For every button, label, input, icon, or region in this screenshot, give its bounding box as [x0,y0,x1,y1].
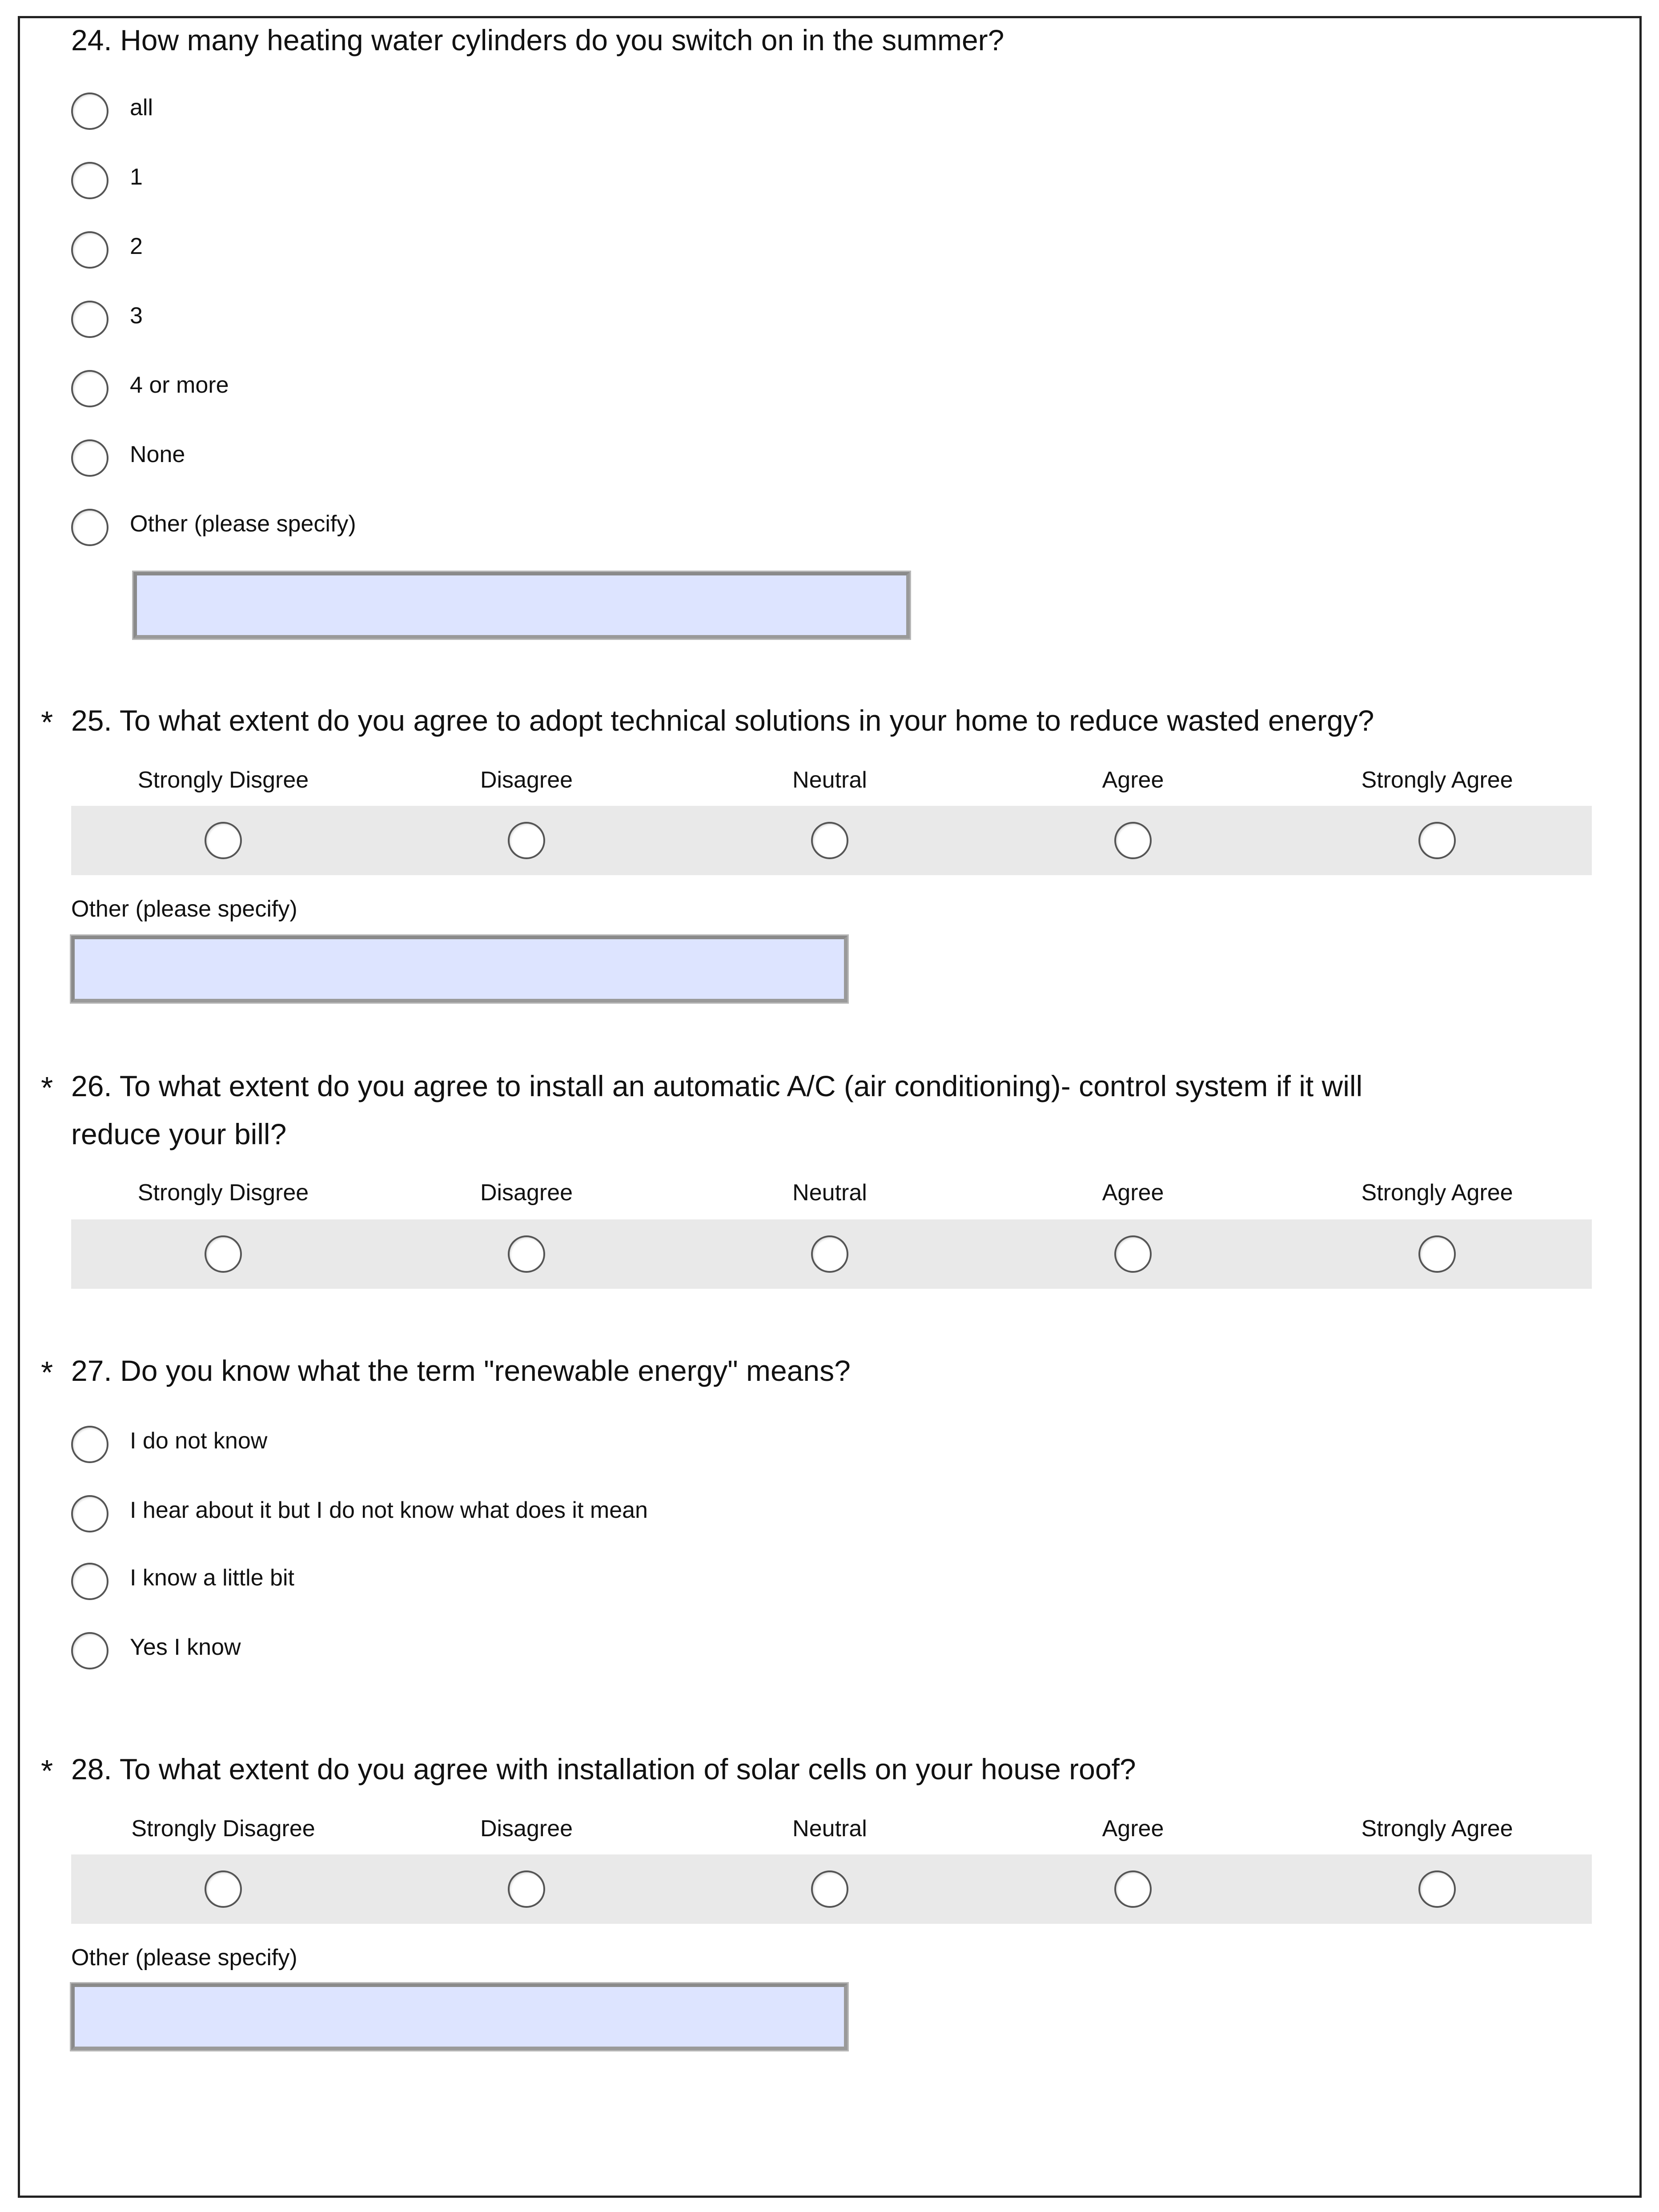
required-asterisk: * [41,1355,53,1390]
q26-radio-disagree[interactable] [508,1235,545,1273]
scale-label: Agree [1102,767,1164,793]
question-28-title: 28. To what extent do you agree with installation of solar cells on your house roof? [71,1753,1136,1786]
question-25-title: 25. To what extent do you agree to adopt technical solutions in your home to reduce wasted energy? [71,704,1374,737]
q24-radio-4-or-more[interactable] [71,370,108,407]
q24-other-input[interactable] [133,572,910,639]
scale-label: Strongly Agree [1361,1180,1513,1206]
q26-radio-neutral[interactable] [811,1235,848,1273]
scale-label: Strongly Disgree [137,1180,309,1206]
q27-radio-know-a-little[interactable] [71,1563,108,1600]
q28-scale-row [71,1854,1592,1924]
q25-radio-strongly-disagree[interactable] [205,822,242,859]
scale-label: Neutral [792,1816,867,1842]
q24-option-label: 4 or more [130,372,229,398]
q26-radio-strongly-agree[interactable] [1418,1235,1456,1273]
scale-label: Disagree [480,1180,573,1206]
q24-option-label: 1 [130,164,143,190]
q28-other-label: Other (please specify) [71,1945,297,1971]
q28-other-input[interactable] [71,1983,848,2050]
question-24-title: 24. How many heating water cylinders do you switch on in the summer? [71,24,1004,56]
q28-radio-strongly-disagree[interactable] [205,1870,242,1908]
question-26-title-line1: 26. To what extent do you agree to install an automatic A/C (air conditioning)- control system if it will [71,1070,1363,1102]
q25-other-label: Other (please specify) [71,896,297,922]
q28-radio-disagree[interactable] [508,1870,545,1908]
scale-label: Strongly Agree [1361,767,1513,793]
q27-option-label: I do not know [130,1428,268,1454]
q25-other-input[interactable] [71,936,848,1002]
q24-option-label: None [130,442,185,467]
scale-label: Strongly Disgree [137,767,309,793]
question-27-title: 27. Do you know what the term "renewable energy" means? [71,1354,851,1387]
required-asterisk: * [41,1070,53,1105]
q24-option-label: 2 [130,233,143,259]
q28-radio-strongly-agree[interactable] [1418,1870,1456,1908]
q24-radio-3[interactable] [71,301,108,338]
q24-option-label: all [130,95,153,121]
q25-radio-agree[interactable] [1114,822,1152,859]
q27-radio-yes-i-know[interactable] [71,1632,108,1669]
q24-radio-1[interactable] [71,162,108,199]
q24-option-label: Other (please specify) [130,511,356,537]
question-26-title-line2: reduce your bill? [71,1118,287,1150]
q24-option-label: 3 [130,303,143,329]
q28-radio-neutral[interactable] [811,1870,848,1908]
q25-radio-disagree[interactable] [508,822,545,859]
q25-scale-row [71,806,1592,875]
q26-scale-row [71,1219,1592,1289]
q24-radio-other[interactable] [71,509,108,546]
q27-option-label: I hear about it but I do not know what does it mean [130,1497,648,1523]
q25-radio-neutral[interactable] [811,822,848,859]
scale-label: Neutral [792,1180,867,1206]
q27-radio-heard-about-it[interactable] [71,1495,108,1532]
scale-label: Strongly Disagree [131,1816,315,1842]
q27-option-label: Yes I know [130,1634,241,1660]
scale-label: Strongly Agree [1361,1816,1513,1842]
q24-radio-none[interactable] [71,439,108,477]
q27-option-label: I know a little bit [130,1565,294,1591]
scale-label: Disagree [480,767,573,793]
q27-radio-do-not-know[interactable] [71,1426,108,1463]
q26-radio-agree[interactable] [1114,1235,1152,1273]
q28-radio-agree[interactable] [1114,1870,1152,1908]
scale-label: Agree [1102,1180,1164,1206]
q24-radio-all[interactable] [71,93,108,130]
q24-radio-2[interactable] [71,231,108,269]
q26-radio-strongly-disagree[interactable] [205,1235,242,1273]
required-asterisk: * [41,1754,53,1788]
scale-label: Neutral [792,767,867,793]
scale-label: Disagree [480,1816,573,1842]
required-asterisk: * [41,705,53,740]
q25-radio-strongly-agree[interactable] [1418,822,1456,859]
scale-label: Agree [1102,1816,1164,1842]
